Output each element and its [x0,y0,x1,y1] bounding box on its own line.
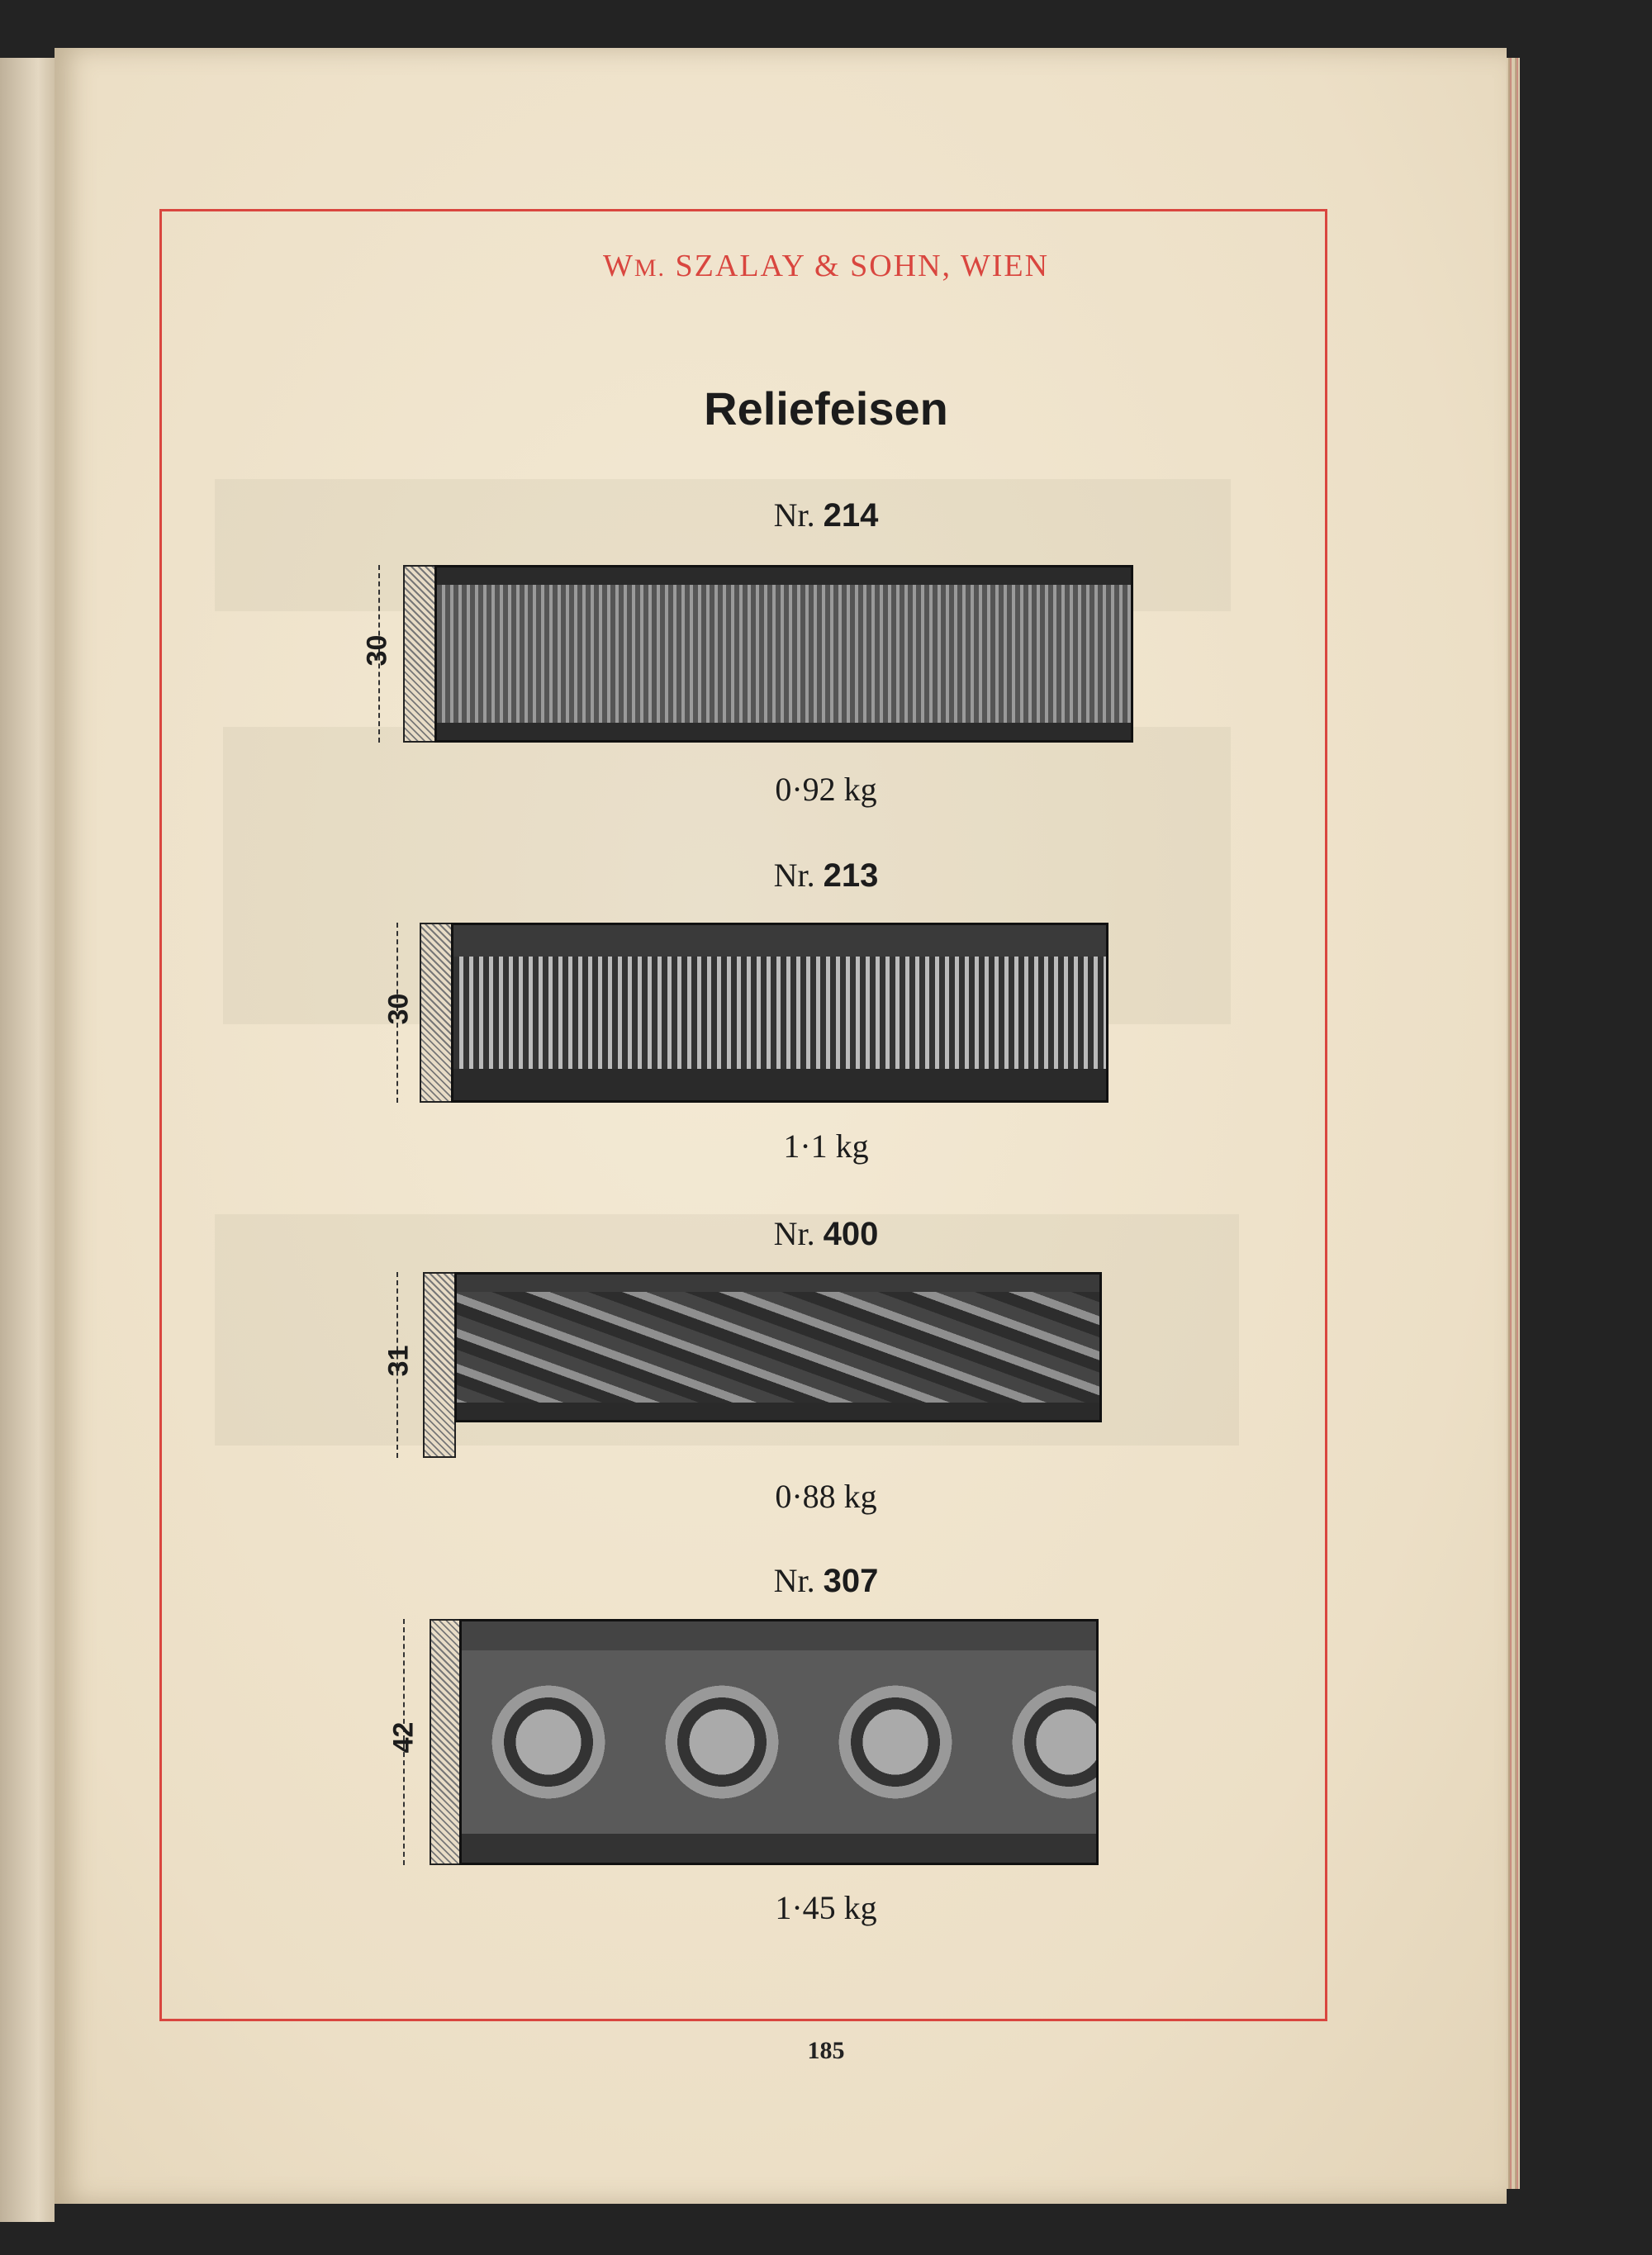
header-text: SZALAY & SOHN, WIEN [675,249,1050,283]
item-number: 214 [823,497,879,534]
page-number: 185 [807,2037,845,2064]
item-prefix: Nr. [773,1562,815,1599]
header-initial-rest: M. [634,254,667,282]
item-weight: 0·92 kg [775,771,877,808]
item-prefix: Nr. [773,496,815,534]
dimension-label: 30 [361,634,393,667]
item-weight: 1·45 kg [775,1889,877,1926]
item-prefix: Nr. [773,857,815,894]
relief-strip-213 [451,923,1108,1103]
item-number: 400 [823,1216,879,1252]
relief-strip-214 [434,565,1133,743]
publisher-header [0,248,1652,284]
dimension-label: 30 [382,993,415,1025]
profile-section [403,565,436,743]
profile-section [420,923,453,1103]
dimension-label: 42 [387,1721,420,1754]
relief-strip-400 [454,1272,1102,1422]
page-title: Reliefeisen [704,382,948,434]
relief-strip-307 [459,1619,1099,1865]
item-label [0,1561,1652,1600]
item-label [0,1214,1652,1253]
item-weight: 1·1 kg [783,1128,869,1165]
item-label [0,856,1652,895]
dimension-label: 31 [382,1345,415,1377]
profile-section [423,1272,456,1458]
item-label [0,496,1652,534]
profile-section [430,1619,461,1865]
item-number: 307 [823,1563,879,1599]
item-prefix: Nr. [773,1215,815,1252]
item-number: 213 [823,857,879,894]
item-weight: 0·88 kg [775,1478,877,1515]
header-initial: W [602,249,634,283]
